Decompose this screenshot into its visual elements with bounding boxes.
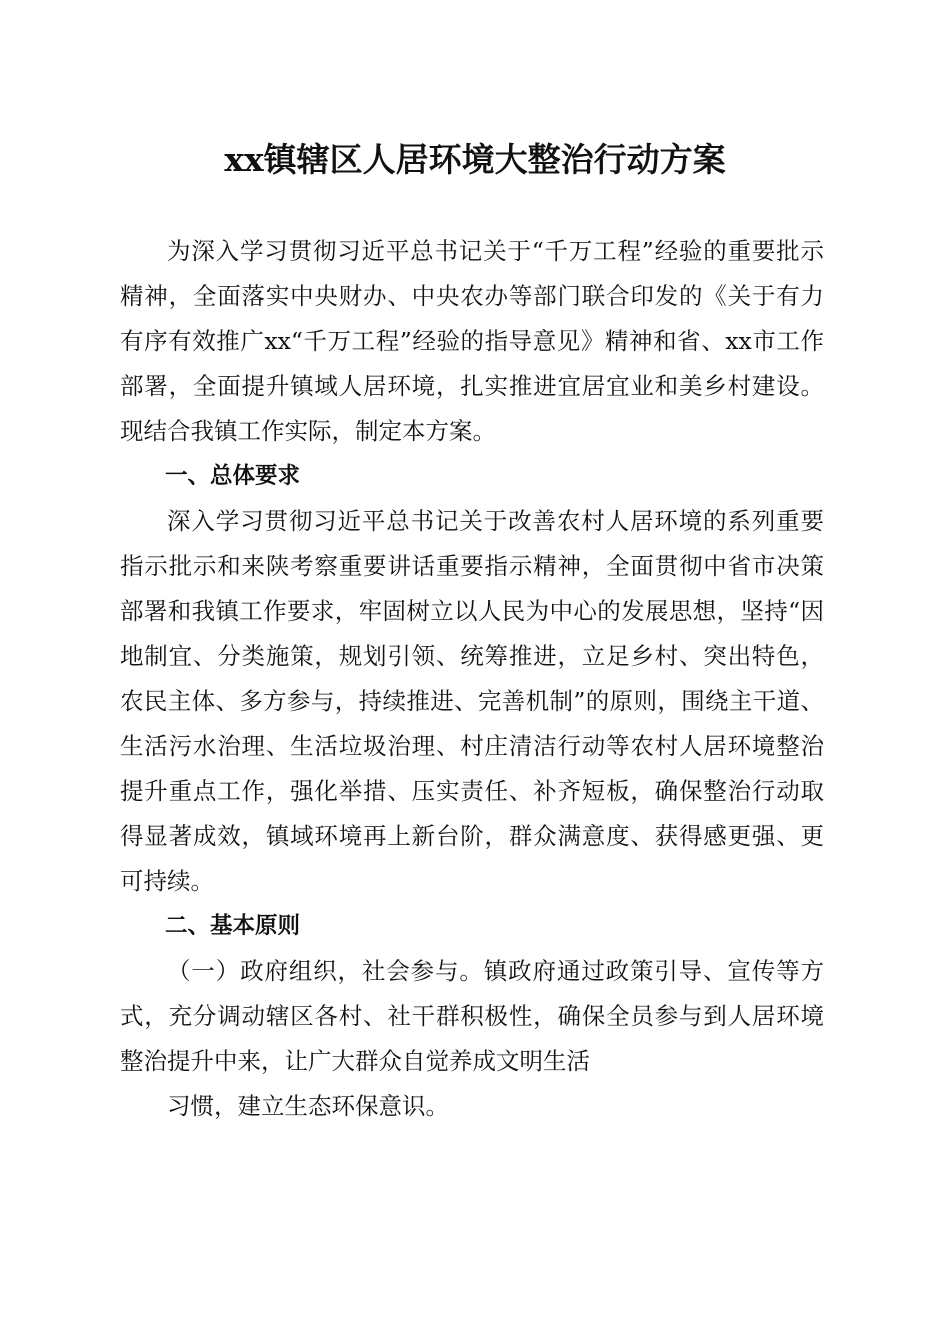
section-heading-basic-principles: 二、基本原则 <box>165 913 301 939</box>
principle-1-continuation: 习惯，建立生态环保意识。 <box>167 1092 449 1120</box>
general-requirements-paragraph: 深入学习贯彻习近平总书记关于改善农村人居环境的系列重要指示批示和来陕考察重要讲话重要指示精神，全面贯彻中省市决策部署和我镇工作要求，牢固树立以人民为中心的发展思想，坚持“因地制宜、分类施策，规划引领、统筹推进，立足乡村、突出特色，农民主体、多方参与，持续推进、完善机制”的原则，围绕主干道、生活污水治理、生活垃圾治理、村庄清洁行动等农村人居环境整治提升重点工作，强化举措、压实责任、补齐短板，确保整治行动取得显著成效，镇域环境再上新台阶，群众满意度、获得感更强、更可持续。 <box>120 507 824 895</box>
principle-1-paragraph: （一）政府组织，社会参与。镇政府通过政策引导、宣传等方式，充分调动辖区各村、社干群积极性，确保全员参与到人居环境整治提升中来，让广大群众自觉养成文明生活 <box>120 957 824 1075</box>
document-body <box>120 229 824 1129</box>
intro-paragraph: 为深入学习贯彻习近平总书记关于“千万工程”经验的重要批示精神，全面落实中央财办、中央农办等部门联合印发的《关于有力有序有效推广xx“千万工程”经验的指导意见》精神和省、xx市工作部署，全面提升镇域人居环境，扎实推进宜居宜业和美乡村建设。现结合我镇工作实际，制定本方案。 <box>120 237 824 445</box>
document-title: xx镇辖区人居环境大整治行动方案 <box>224 140 726 179</box>
section-heading-general-requirements: 一、总体要求 <box>165 463 301 489</box>
